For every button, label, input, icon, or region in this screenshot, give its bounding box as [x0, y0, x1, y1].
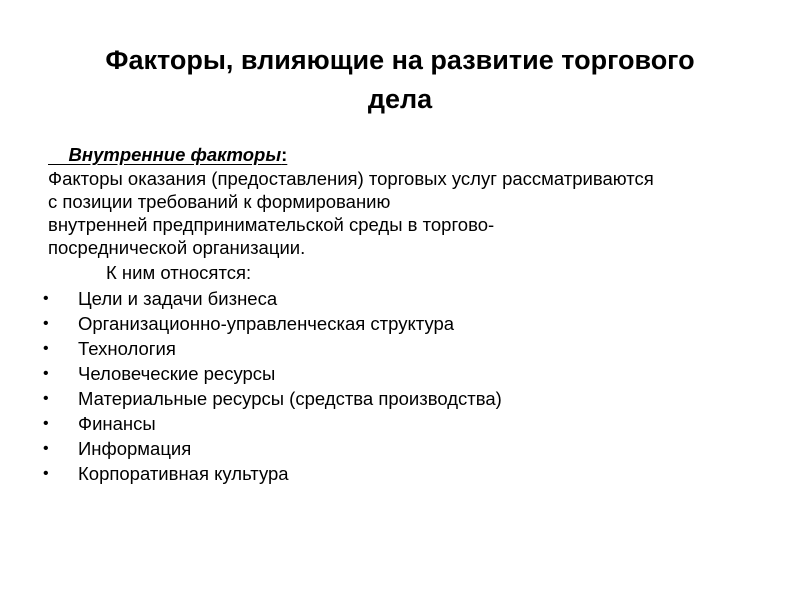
lead-in-text: К ним относятся:: [106, 262, 252, 283]
list-item: [43, 461, 668, 486]
list-item-text: Цели и задачи бизнеса: [78, 288, 278, 309]
description-paragraph: Факторы оказания (предоставления) торговых услуг рассматриваются с позиции требований к формированию внутренней предпринимательской среды в торгово- посреднической организации.: [48, 168, 654, 258]
slide-content: [43, 143, 668, 486]
list-item-text: Организационно-управленческая структура: [78, 313, 455, 334]
subheading-colon: :: [281, 144, 288, 165]
bullet-icon: •: [43, 415, 49, 432]
bullet-icon: •: [43, 465, 49, 482]
list-item-text: Информация: [78, 438, 192, 459]
bullet-icon: •: [43, 340, 49, 357]
list-item: [43, 311, 668, 336]
list-item-text: Технология: [78, 338, 176, 359]
list-item-text: Человеческие ресурсы: [78, 363, 276, 384]
bullet-icon: •: [43, 390, 49, 407]
list-item-text: Корпоративная культура: [78, 463, 289, 484]
list-item-text: Материальные ресурсы (средства производства): [78, 388, 502, 409]
list-item: [43, 336, 668, 361]
bullet-icon: •: [43, 365, 49, 382]
subheading-text: Внутренние факторы: [48, 144, 282, 165]
bullet-icon: •: [43, 290, 49, 307]
list-item: [43, 386, 668, 411]
list-item: [43, 411, 668, 436]
list-item: [43, 286, 668, 311]
bullet-icon: •: [43, 315, 49, 332]
subheading: [48, 143, 668, 166]
factor-list: [43, 286, 668, 486]
slide-title: Факторы, влияющие на развитие торгового дела: [105, 45, 695, 114]
list-item: [43, 361, 668, 386]
list-item: [43, 436, 668, 461]
bullet-icon: •: [43, 440, 49, 457]
list-item-text: Финансы: [78, 413, 156, 434]
